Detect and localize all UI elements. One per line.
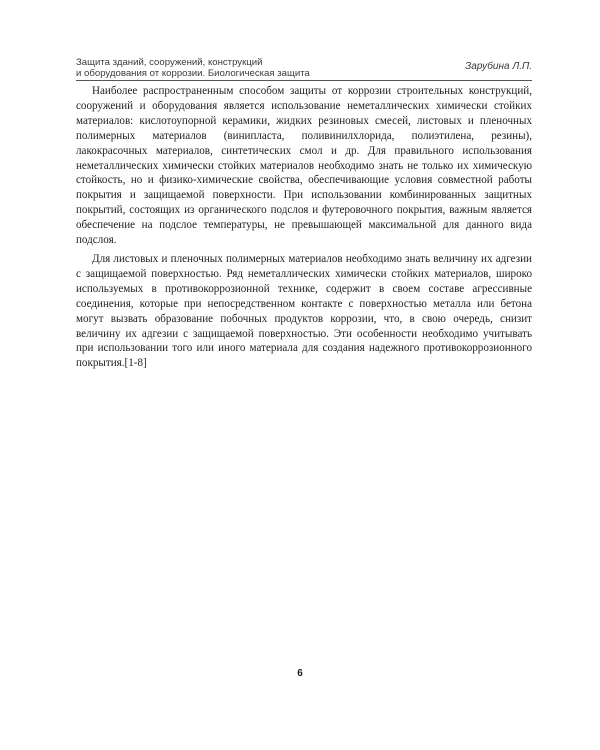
header-title-line-1: Защита зданий, сооружений, конструкций	[76, 57, 263, 68]
paragraph: Наиболее распространенным способом защиты от коррозии строительных конструкций, сооружений и оборудования является использование неметаллических химически стойких материалов: кислотоупорной керамики, жидких резиновых смесей, листовых и пленочных полимерных материалов (винипласта, поливинилхлорида, полиэтилена, резины), лакокрасочных материалов, синтетических смол и др. Для правильного использования неметаллических химически стойких материалов необходимо знать не только их химическую стойкость, но и физико-химические свойства, обеспечивающие условия совместной работы покрытия и защищаемой поверхности. При использовании комбинированных защитных покрытий, состоящих из органического подслоя и футеровочного покрытия, важным является обеспечение на подслое температуры, не превышающей максимальной для данного вида подслоя.	[76, 85, 532, 247]
body-text	[76, 84, 532, 375]
page-number: 6	[297, 668, 303, 679]
header-author: Зарубина Л.П.	[465, 61, 532, 72]
paragraph: Для листовых и пленочных полимерных материалов необходимо знать величину их адгезии с защищаемой поверхностью. Ряд неметаллических химически стойких материалов, широко используемых в противокоррозионной технике, содержит в своем составе агрессивные соединения, которые при непосредственном контакте с поверхностью металла или бетона могут вызвать образование побочных продуктов коррозии, что, в свою очередь, снизит величину их адгезии с защищаемой поверхностью. Эти особенности необходимо учитывать при использовании того или иного материала для создания надежного противокоррозионного покрытия.[1-8]	[76, 252, 532, 370]
header-book-title	[76, 57, 310, 79]
header-divider	[76, 80, 532, 81]
header-title-line-2: и оборудования от коррозии. Биологическая защита	[76, 68, 310, 79]
